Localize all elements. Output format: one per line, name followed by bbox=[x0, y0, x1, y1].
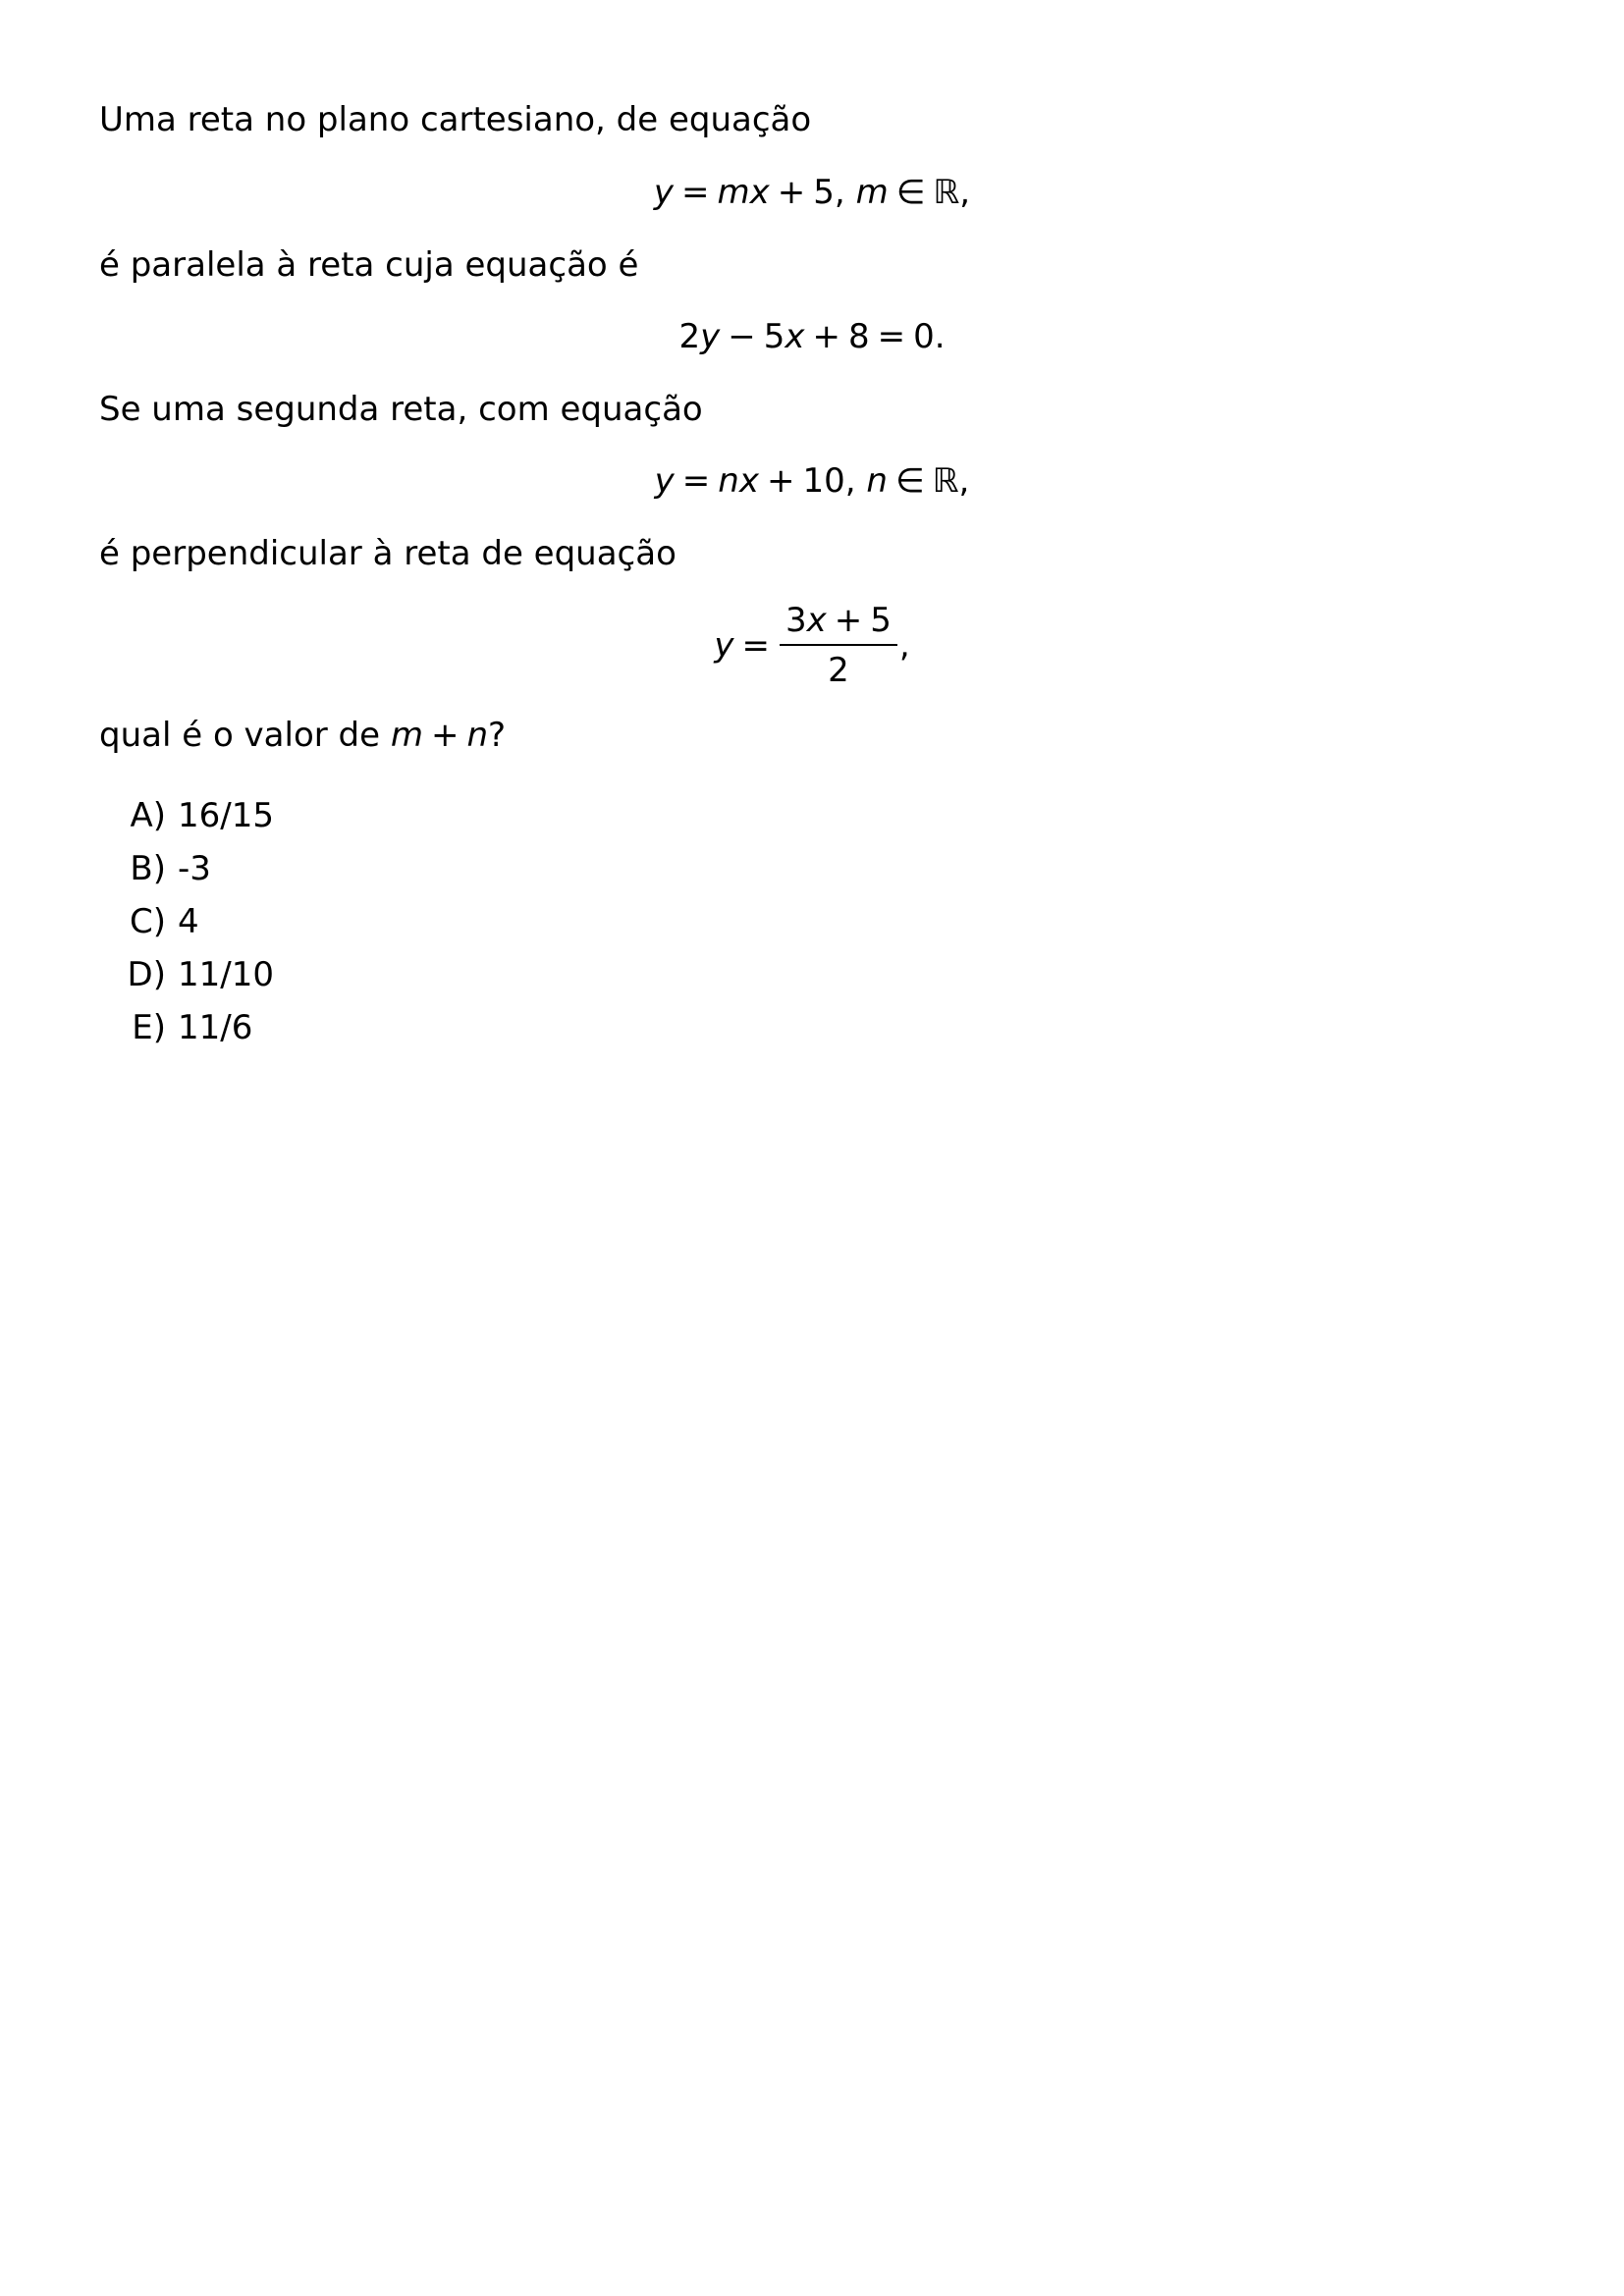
eq2-coef-y: 2 bbox=[678, 317, 701, 356]
option-text: 11/10 bbox=[178, 955, 274, 994]
eq2-y: y bbox=[700, 317, 721, 356]
eq3-equals: = bbox=[681, 461, 711, 501]
eq4-numerator bbox=[780, 599, 897, 646]
equation-line-2 bbox=[0, 317, 1624, 356]
option-letter: E) bbox=[132, 1008, 166, 1047]
final-n: n bbox=[466, 716, 489, 755]
option-text: 16/15 bbox=[178, 796, 274, 835]
eq3-real-set: ℝ, bbox=[932, 461, 970, 501]
final-question-text bbox=[99, 716, 506, 755]
eq3-n: n bbox=[718, 461, 739, 501]
eq3-constant: 10, bbox=[802, 461, 856, 501]
option-a[interactable] bbox=[123, 789, 274, 842]
eq2-constant: 8 bbox=[847, 317, 870, 356]
final-suffix: ? bbox=[488, 716, 507, 755]
eq1-element-of: ∈ bbox=[895, 173, 926, 212]
eq1-constant: 5, bbox=[813, 173, 845, 212]
option-text: -3 bbox=[178, 849, 211, 888]
eq1-plus: + bbox=[777, 173, 806, 212]
perpendicular-text: é perpendicular à reta de equação bbox=[99, 534, 677, 573]
option-letter: D) bbox=[127, 955, 166, 994]
option-text: 4 bbox=[178, 902, 199, 941]
second-line-text: Se uma segunda reta, com equação bbox=[99, 390, 703, 429]
parallel-text: é paralela à reta cuja equação é bbox=[99, 245, 639, 285]
eq4-num-constant: 5 bbox=[870, 601, 892, 640]
eq3-x: x bbox=[738, 461, 759, 501]
eq1-m-param: m bbox=[855, 173, 889, 212]
eq4-num-coef: 3 bbox=[785, 601, 807, 640]
final-plus: + bbox=[430, 716, 460, 755]
option-text: 11/6 bbox=[178, 1008, 253, 1047]
option-letter: B) bbox=[130, 849, 166, 888]
eq4-y: y bbox=[714, 625, 734, 666]
answer-options bbox=[123, 789, 274, 1054]
eq2-rhs: 0. bbox=[913, 317, 946, 356]
option-d[interactable] bbox=[123, 948, 274, 1001]
intro-text: Uma reta no plano cartesiano, de equação bbox=[99, 100, 812, 139]
eq1-m: m bbox=[717, 173, 750, 212]
eq2-plus: + bbox=[812, 317, 840, 356]
eq4-equals: = bbox=[741, 625, 770, 666]
option-letter: C) bbox=[129, 902, 166, 941]
equation-line-1 bbox=[0, 173, 1624, 212]
option-c[interactable] bbox=[123, 895, 274, 948]
eq2-coef-x: 5 bbox=[763, 317, 785, 356]
eq1-x: x bbox=[749, 173, 770, 212]
eq1-y: y bbox=[653, 173, 675, 212]
eq1-equals: = bbox=[681, 173, 710, 212]
final-prefix: qual é o valor de bbox=[99, 716, 391, 755]
eq4-num-x: x bbox=[806, 601, 827, 640]
equation-line-3 bbox=[0, 461, 1624, 501]
option-e[interactable] bbox=[123, 1001, 274, 1054]
final-m: m bbox=[390, 716, 423, 755]
option-b[interactable] bbox=[123, 842, 274, 895]
eq1-real-set: ℝ, bbox=[933, 173, 971, 212]
option-letter: A) bbox=[130, 796, 166, 835]
eq4-fraction bbox=[780, 599, 897, 695]
eq2-equals: = bbox=[877, 317, 906, 356]
eq3-element-of: ∈ bbox=[894, 461, 925, 501]
equation-line-4 bbox=[0, 599, 1624, 695]
eq3-y: y bbox=[654, 461, 675, 501]
eq2-minus: − bbox=[728, 317, 756, 356]
eq2-x: x bbox=[785, 317, 805, 356]
eq3-n-param: n bbox=[866, 461, 888, 501]
eq4-num-plus: + bbox=[834, 601, 863, 640]
eq3-plus: + bbox=[766, 461, 795, 501]
eq4-denominator: 2 bbox=[828, 651, 849, 690]
eq4-comma: , bbox=[898, 625, 910, 666]
